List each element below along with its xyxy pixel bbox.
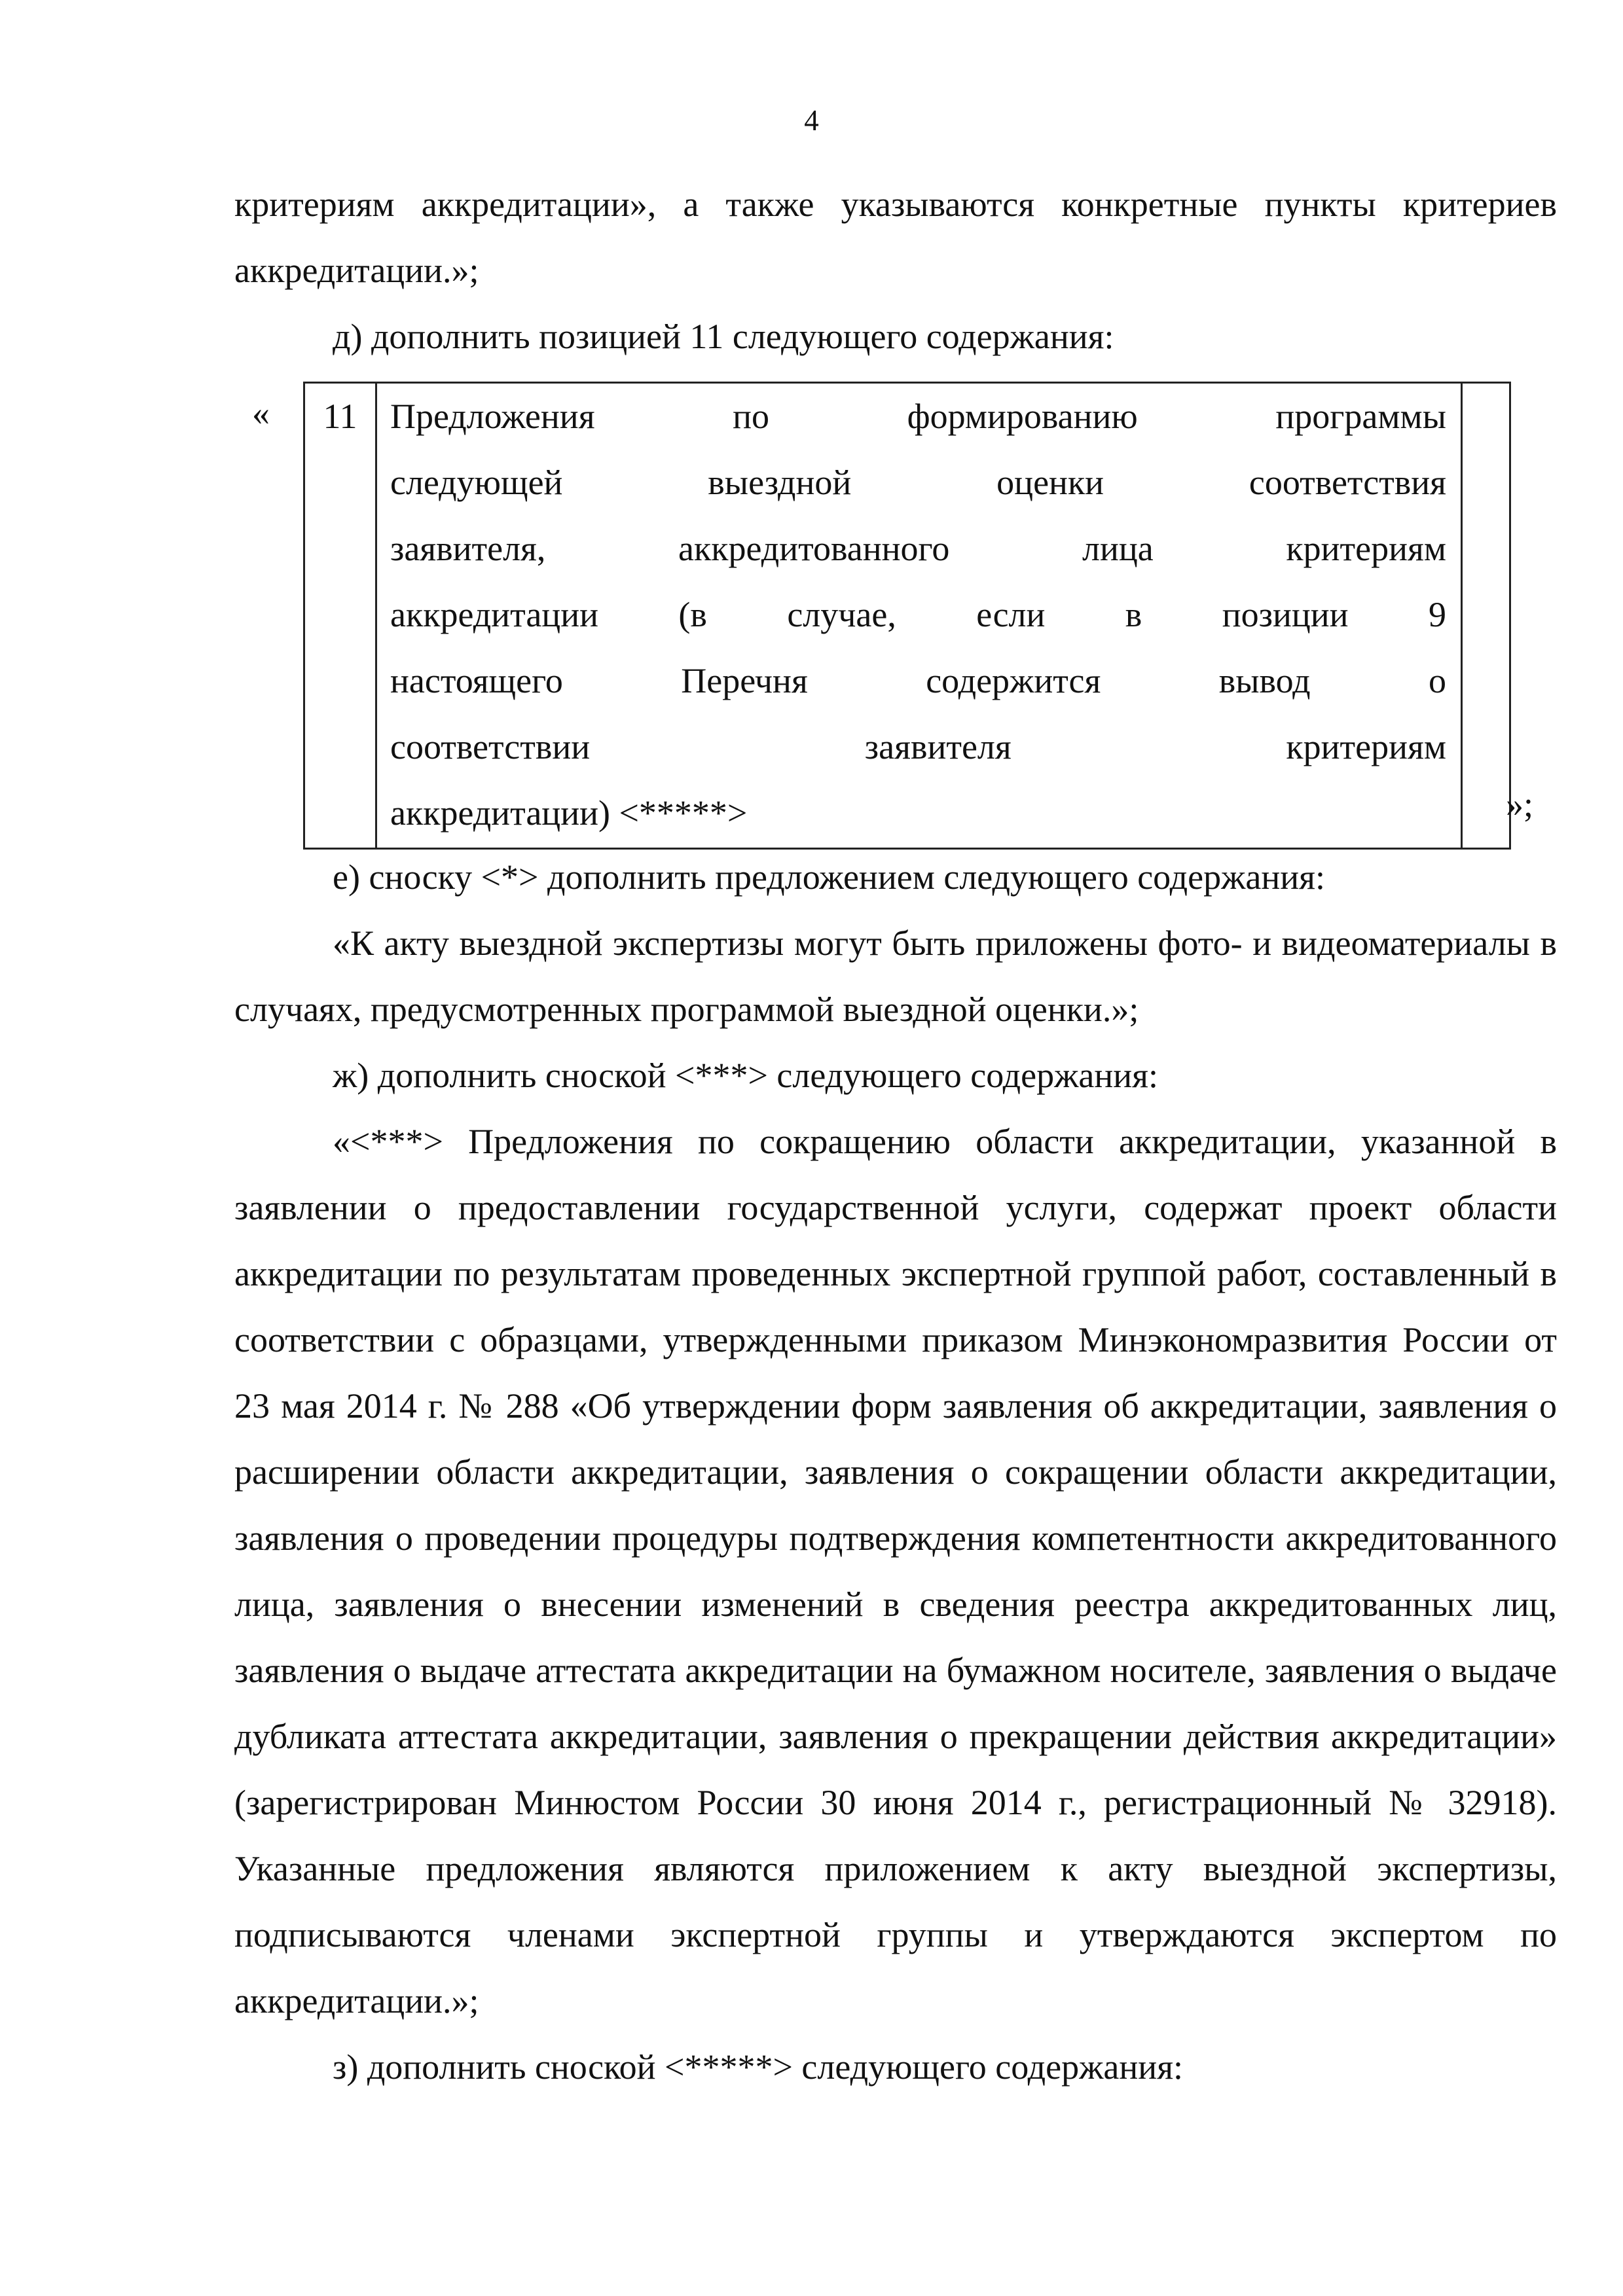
table-cell-description xyxy=(377,384,1461,848)
paragraph-item-e: е) сноску <*> дополнить предложением следующего содержания: xyxy=(333,857,1325,897)
table-close-quote: »; xyxy=(1506,785,1534,824)
table-column-divider xyxy=(1461,384,1463,848)
table-line: Предложения по формированию программы xyxy=(390,397,1446,436)
paragraph-footnote-3: «<***> Предложения по сокращению области аккредитации, указанной в заявлении о предоставлении государственной услуги, содержат проект области аккредитации по результатам проведенных экспертной группой работ, составленный в соответствии с образцами, утвержденными приказом Минэкономразвития России от 23 мая 2014 г. № 288 «Об утверждении форм заявления об аккредитации, заявления о расширении области аккредитации, заявления о сокращении области аккредитации, заявления о проведении процедуры подтверждения компетентности аккредитованного лица, заявления о внесении изменений в сведения реестра аккредитованных лиц, заявления о выдаче аттестата аккредитации на бумажном носителе, заявления о выдаче дубликата аттестата аккредитации, заявления о прекращении действия аккредитации» (зарегистрирован Минюстом России 30 июня 2014 г., регистрационный № 32918). Указанные предложения являются приложением к акту выездной экспертизы, подписываются членами экспертной группы и утверждаются экспертом по аккредитации.»; xyxy=(234,1122,1557,2020)
paragraph-item-z: з) дополнить сноской <*****> следующего содержания: xyxy=(333,2047,1184,2087)
table-line: соответствии заявителя критериям xyxy=(390,727,1446,766)
table-line: следующей выездной оценки соответствия xyxy=(390,463,1446,502)
table-line: заявителя, аккредитованного лица критериям xyxy=(390,529,1446,568)
table-line: аккредитации (в случае, если в позиции 9 xyxy=(390,595,1446,634)
paragraph-item-zh: ж) дополнить сноской <***> следующего содержания: xyxy=(333,1056,1159,1095)
page-number: 4 xyxy=(804,104,819,137)
table-line: аккредитации) <*****> xyxy=(390,793,748,833)
paragraph-photo-video-quote: «К акту выездной экспертизы могут быть приложены фото- и видеоматериалы в случаях, предусмотренных программой выездной оценки.»; xyxy=(234,924,1557,1029)
top-text-block xyxy=(234,171,1557,370)
bottom-text-block xyxy=(234,844,1557,2100)
table-cell-number: 11 xyxy=(305,384,377,848)
paragraph-item-d: д) дополнить позицией 11 следующего содержания: xyxy=(333,317,1114,356)
table-open-quote: « xyxy=(252,393,270,433)
position-11-table xyxy=(303,382,1511,850)
table-line: настоящего Перечня содержится вывод о xyxy=(390,661,1446,700)
paragraph-criteria-continuation: критериям аккредитации», а также указываются конкретные пункты критериев аккредитации.»; xyxy=(234,185,1557,290)
